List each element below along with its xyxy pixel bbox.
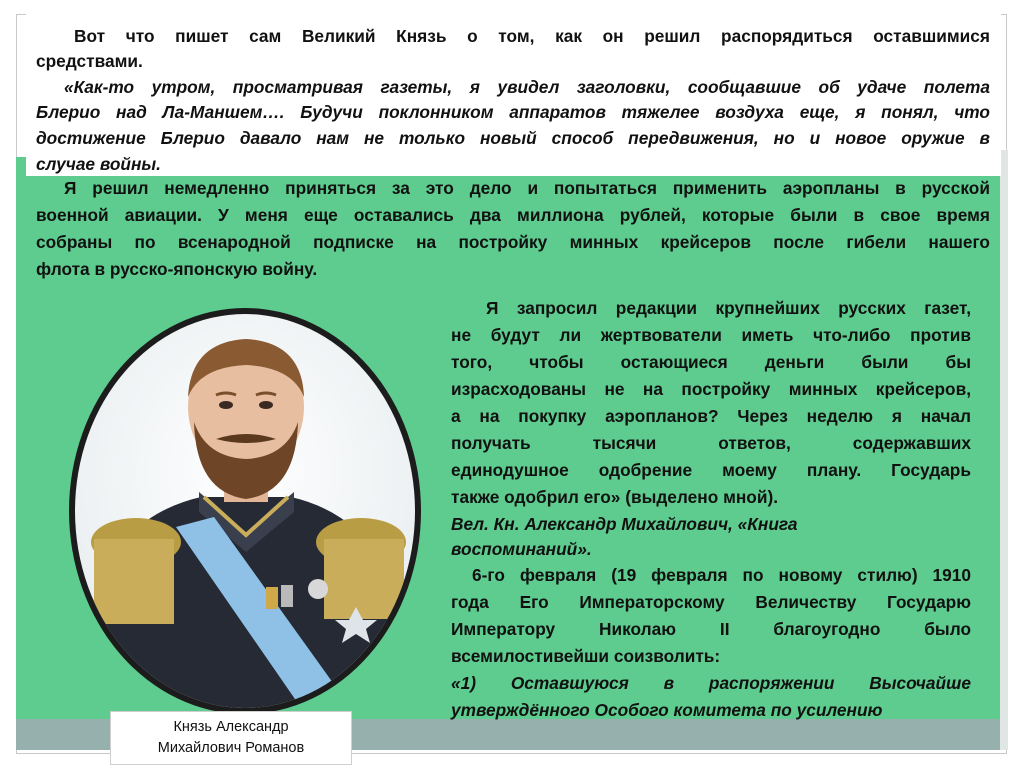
decision-line: военной авиации. У меня еще оставались два миллиона рублей, которые были в свое время [36,205,990,225]
inquiry-line: того, чтобы остающиеся деньги были бы [451,352,971,372]
decree-quote-line: утверждённого Особого комитета по усилению [451,700,883,720]
decree-line: Императору Николаю II благоугодно было [451,619,971,639]
intro-line: средствами. [36,51,143,71]
decision-line: флота в русско-японскую войну. [36,259,318,279]
quote-line: Блерио над Ла-Маншем…. Будучи поклонником аппаратов тяжелее воздуха еще, я понял, что [36,102,990,122]
inquiry-line: израсходованы не на постройку минных крейсеров, [451,379,971,399]
inquiry-line: единодушное одобрение моему плану. Государь [451,460,971,480]
quote-line: «Как-то утром, просматривая газеты, я увидел заголовки, сообщавшие об удаче полета [64,77,990,97]
decree-line: 6-го февраля (19 февраля по новому стилю) 1910 [472,565,971,585]
caption-line: Князь Александр [173,719,289,735]
decree-line: всемилостивейши соизволить: [451,646,721,666]
quote-line: случае войны. [36,154,161,174]
right-edge-strip [1000,150,1008,750]
inquiry-line: а на покупку аэропланов? Через неделю я начал [451,406,971,426]
inquiry-line: получать тысячи ответов, содержавших [451,433,971,453]
portrait-image [66,307,424,715]
decree-line: года Его Императорскому Величеству Государю [451,592,971,612]
inquiry-line: не будут ли жертвователи иметь что-либо против [451,325,971,345]
source-line: воспоминаний». [451,539,592,559]
decision-line: собраны по всенародной подписке на постройку минных крейсеров после гибели нашего [36,232,990,252]
decree-quote-line: «1) Оставшуюся в распоряжении Высочайше [451,673,971,693]
caption-line: Михайлович Романов [157,740,305,756]
intro-line: Вот что пишет сам Великий Князь о том, как он решил распорядиться оставшимися [74,26,990,46]
inquiry-line: Я запросил редакции крупнейших русских газет, [486,298,971,318]
portrait-caption [110,711,352,765]
quote-line: достижение Блерио давало нам не только новый способ передвижения, но и новое оружие в [36,128,990,148]
inquiry-line: также одобрил его» (выделено мной). [451,487,779,507]
decision-line: Я решил немедленно приняться за это дело и попытаться применить аэропланы в русской [64,178,990,198]
source-line: Вел. Кн. Александр Михайлович, «Книга [451,514,798,534]
